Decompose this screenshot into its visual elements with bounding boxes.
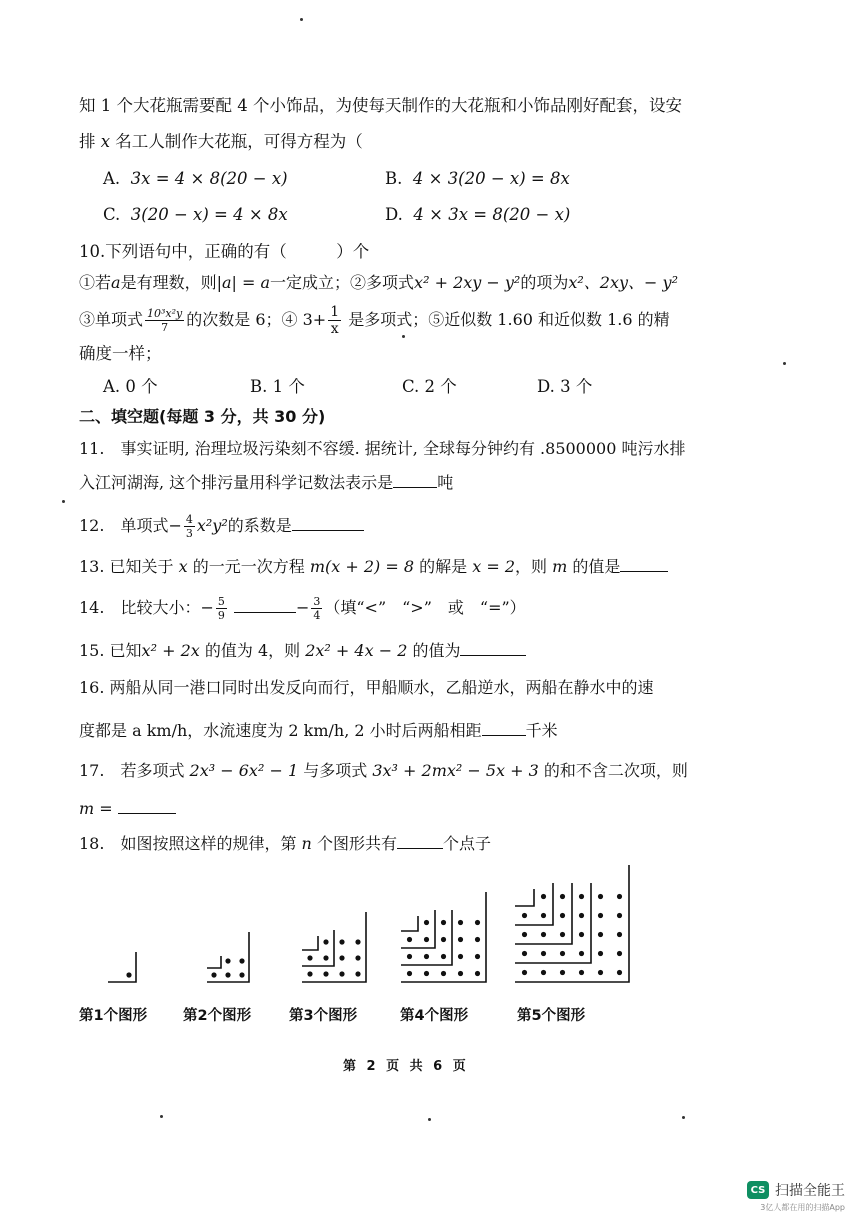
- dot: [598, 894, 603, 899]
- figure-caption-4: 第4个图形: [400, 1008, 469, 1024]
- dot: [458, 971, 463, 976]
- q17-expr1: 2x³ − 6x² − 1: [189, 761, 299, 780]
- scanner-watermark: [747, 1180, 845, 1212]
- q10-s3-a: ③单项式: [79, 310, 144, 329]
- q10-statement-5-tail: 确度一样；: [79, 344, 162, 363]
- scan-speck: [682, 1116, 685, 1119]
- dot: [126, 972, 131, 977]
- q12-answer-blank[interactable]: [292, 515, 364, 531]
- q12-b: 的系数是: [227, 516, 292, 535]
- section-heading: 二、填空题(每题 3 分，共 30 分): [79, 407, 326, 426]
- dot: [458, 954, 463, 959]
- q9-option-a: [103, 167, 288, 191]
- dot: [560, 913, 565, 918]
- dot: [541, 913, 546, 918]
- q10-monomial-fraction: [145, 308, 184, 333]
- q9-option-b: [385, 167, 570, 191]
- q13-line: [79, 555, 668, 579]
- dot: [541, 932, 546, 937]
- q14-c: （填“<” “>” 或 “=”）: [324, 598, 526, 617]
- q15-a: 15. 已知: [79, 641, 142, 660]
- q11-line2-a: 入江河湖海, 这个排污量用科学记数法表示是: [79, 473, 394, 492]
- q17-expr2: 3x³ + 2mx² − 5x + 3: [372, 761, 539, 780]
- q14-f2-den: 4: [313, 609, 321, 622]
- dot-figure-2: [203, 926, 253, 984]
- dot: [598, 932, 603, 937]
- q18-a: 18. 如图按照这样的规律，第: [79, 834, 302, 853]
- dot: [541, 951, 546, 956]
- dot: [307, 955, 312, 960]
- q13-m: m: [552, 557, 568, 576]
- dot: [424, 937, 429, 942]
- scan-speck: [783, 362, 786, 365]
- dot: [407, 954, 412, 959]
- q16-line2-b: 千米: [525, 721, 558, 740]
- dot: [617, 932, 622, 937]
- dot: [239, 972, 244, 977]
- q9-option-a-expr: 3x = 4 × 8(20 − x): [130, 169, 288, 188]
- dot: [579, 913, 584, 918]
- q9-option-a-label: A.: [103, 169, 121, 188]
- q18-line: [79, 832, 491, 856]
- l-bracket-line: [515, 889, 534, 906]
- q9-option-c: [103, 203, 288, 227]
- figure-caption-5: 第5个图形: [517, 1008, 586, 1024]
- watermark-subtitle: 3亿人都在用的扫描App: [760, 1203, 845, 1212]
- dot: [560, 932, 565, 937]
- q11-line2-b: 吨: [437, 473, 454, 492]
- q16-line2: [79, 719, 558, 743]
- dot: [475, 937, 480, 942]
- dot: [617, 913, 622, 918]
- q10-s1-b: 是有理数，则|: [120, 273, 222, 292]
- q14-f2-num: 3: [313, 595, 321, 608]
- q12-a: 12. 单项式−: [79, 516, 182, 535]
- q13-d: ，则: [515, 557, 553, 576]
- q14-fraction-1: [216, 596, 227, 621]
- q17-eq: =: [94, 799, 118, 818]
- dot: [407, 971, 412, 976]
- dot: [211, 972, 216, 977]
- figure-caption-2: 第2个图形: [183, 1008, 252, 1024]
- l-bracket-line: [302, 936, 318, 950]
- dot-figure-1: [104, 940, 140, 984]
- q13-answer-blank[interactable]: [620, 556, 668, 572]
- dot: [424, 920, 429, 925]
- dot: [579, 951, 584, 956]
- dot: [475, 920, 480, 925]
- q15-expr1: x² + 2x: [141, 641, 200, 660]
- dot: [355, 955, 360, 960]
- dot: [407, 937, 412, 942]
- scan-speck: [62, 500, 65, 503]
- dot: [441, 971, 446, 976]
- q15-b: 的值为 4，则: [199, 641, 306, 660]
- q17-b: 与多项式: [298, 761, 373, 780]
- dot: [424, 954, 429, 959]
- q9-option-d-label: D.: [385, 205, 403, 224]
- q10-stem: 10.下列语句中，正确的有（ ）个: [79, 242, 370, 261]
- dot: [307, 971, 312, 976]
- q12-expr: x²y²: [196, 516, 228, 535]
- dot: [560, 970, 565, 975]
- q18-n: n: [301, 834, 312, 853]
- q10-one-over-x: [328, 305, 341, 336]
- scan-speck: [160, 1115, 163, 1118]
- dot: [475, 954, 480, 959]
- dot: [522, 970, 527, 975]
- dot: [458, 937, 463, 942]
- dot: [598, 913, 603, 918]
- dot: [522, 951, 527, 956]
- l-bracket-line: [108, 952, 136, 982]
- q13-a: 13. 已知关于: [79, 557, 179, 576]
- q10-option-a: A. 0 个: [103, 377, 158, 396]
- q11-answer-blank[interactable]: [393, 472, 437, 488]
- q12-den: 3: [185, 527, 193, 540]
- dot: [475, 971, 480, 976]
- dot: [339, 939, 344, 944]
- dot: [541, 894, 546, 899]
- q15-expr2: 2x² + 4x − 2: [305, 641, 408, 660]
- q10-s3-b: 的次数是 6；④ 3+: [186, 310, 327, 329]
- dot: [441, 937, 446, 942]
- dot: [522, 913, 527, 918]
- q9-line2-b: 名工人制作大花瓶，可得方程为（: [110, 132, 363, 151]
- dot: [617, 951, 622, 956]
- dot: [598, 970, 603, 975]
- q17-line1: [79, 759, 688, 783]
- q14-fraction-2: [311, 596, 322, 621]
- dot: [560, 951, 565, 956]
- q11-line1: 11. 事实证明, 治理垃圾污染刻不容缓. 据统计, 全球每分钟约有 .8500000 吨污水排: [79, 439, 686, 458]
- q9-line2-a: 排: [79, 132, 101, 151]
- q13-var: x: [178, 557, 188, 576]
- q10-s1-a: ①若: [79, 273, 112, 292]
- dot: [617, 894, 622, 899]
- dot-figure-4: [397, 886, 490, 984]
- q13-b: 的一元一次方程: [187, 557, 310, 576]
- dot: [323, 939, 328, 944]
- q14-line: [79, 596, 526, 621]
- dot: [522, 932, 527, 937]
- q9-option-d: [385, 203, 570, 227]
- dot: [225, 972, 230, 977]
- q18-c: 个点子: [442, 834, 491, 853]
- q10-s1-var: a: [111, 273, 121, 292]
- q10-statement-1-2: [79, 271, 678, 295]
- q14-b: −: [295, 598, 310, 617]
- scan-speck: [428, 1118, 431, 1121]
- q14-answer-blank[interactable]: [234, 597, 296, 613]
- q10-s4-den: x: [330, 321, 339, 337]
- q14-f1-den: 9: [217, 609, 225, 622]
- q15-c: 的值为: [407, 641, 461, 660]
- scan-speck: [402, 335, 405, 338]
- q18-answer-blank[interactable]: [397, 833, 443, 849]
- dot: [579, 932, 584, 937]
- q9-line1: 知 1 个大花瓶需要配 4 个小饰品，为使每天制作的大花瓶和小饰品刚好配套，设安: [79, 96, 682, 115]
- q17-m: m: [79, 799, 95, 818]
- q9-option-d-expr: 4 × 3x = 8(20 − x): [413, 205, 571, 224]
- q17-a: 17. 若多项式: [79, 761, 190, 780]
- q10-s1-f: 一定成立；②多项式: [270, 273, 415, 292]
- q13-e: 的值是: [567, 557, 621, 576]
- q14-f1-num: 5: [217, 595, 225, 608]
- q9-option-c-expr: 3(20 − x) = 4 × 8x: [130, 205, 288, 224]
- figure-caption-3: 第3个图形: [289, 1008, 358, 1024]
- dot-figure-5: [511, 859, 633, 984]
- q18-b: 个图形共有: [311, 834, 397, 853]
- figure-caption-1: 第1个图形: [79, 1008, 148, 1024]
- dot: [541, 970, 546, 975]
- dot: [579, 894, 584, 899]
- q10-option-c: C. 2 个: [402, 377, 457, 396]
- q10-s3-c: 是多项式；⑤近似数 1.60 和近似数 1.6 的精: [343, 310, 670, 329]
- dot: [339, 955, 344, 960]
- q9-line2: [79, 130, 363, 154]
- q12-num: 4: [185, 513, 193, 526]
- q16-line2-a: 度都是 a km/h，水流速度为 2 km/h, 2 小时后两船相距: [79, 721, 482, 740]
- q10-s1-terms: x²、2xy、− y²: [568, 273, 678, 292]
- q17-answer-blank[interactable]: [118, 798, 176, 814]
- dot-figure-3: [298, 906, 370, 984]
- dot: [441, 920, 446, 925]
- dot: [355, 971, 360, 976]
- q10-s1-poly: x² + 2xy − y²: [414, 273, 521, 292]
- q10-statement-3-5: [79, 305, 670, 336]
- q9-option-b-label: B.: [385, 169, 403, 188]
- l-bracket-line: [401, 916, 418, 931]
- q15-answer-blank[interactable]: [460, 640, 526, 656]
- dot: [579, 970, 584, 975]
- q10-s1-c: a: [221, 273, 232, 292]
- dot: [617, 970, 622, 975]
- dot: [424, 971, 429, 976]
- q17-c: 的和不含二次项，则: [538, 761, 688, 780]
- q9-var: x: [100, 132, 111, 151]
- dot: [225, 958, 230, 963]
- dot: [323, 971, 328, 976]
- q10-s1-g: 的项为: [520, 273, 569, 292]
- q13-c: 的解是: [414, 557, 473, 576]
- q14-a: 14. 比较大小：−: [79, 598, 214, 617]
- q17-line2: [79, 797, 176, 821]
- dot: [441, 954, 446, 959]
- l-bracket-line: [207, 956, 221, 968]
- q15-line: [79, 639, 526, 663]
- q9-option-c-label: C.: [103, 205, 121, 224]
- q10-monomial-num: 10³x²y: [147, 307, 183, 320]
- q16-line1: 16. 两船从同一港口同时出发反向而行，甲船顺水，乙船逆水，两船在静水中的速: [79, 678, 654, 697]
- q11-line2: [79, 471, 453, 495]
- dot: [339, 971, 344, 976]
- q10-monomial-den: 7: [161, 321, 169, 334]
- q12-fraction: [184, 514, 195, 539]
- camscanner-logo-icon: CS: [747, 1181, 769, 1199]
- dot: [598, 951, 603, 956]
- scan-speck: [300, 18, 303, 21]
- q16-answer-blank[interactable]: [482, 720, 526, 736]
- q13-sol: x = 2: [472, 557, 516, 576]
- q10-option-d: D. 3 个: [537, 377, 593, 396]
- q12-line: [79, 514, 364, 539]
- q10-option-b: B. 1 个: [250, 377, 305, 396]
- dot: [458, 920, 463, 925]
- q10-s1-e: a: [260, 273, 271, 292]
- dot: [323, 955, 328, 960]
- q13-eq: m(x + 2) = 8: [309, 557, 415, 576]
- q10-s4-num: 1: [330, 304, 340, 320]
- q9-option-b-expr: 4 × 3(20 − x) = 8x: [412, 169, 570, 188]
- dot: [560, 894, 565, 899]
- dot: [355, 939, 360, 944]
- q10-s1-d: | =: [231, 273, 261, 292]
- watermark-title: 扫描全能王: [775, 1183, 845, 1199]
- dot: [239, 958, 244, 963]
- page-footer: 第 2 页 共 6 页: [343, 1059, 469, 1074]
